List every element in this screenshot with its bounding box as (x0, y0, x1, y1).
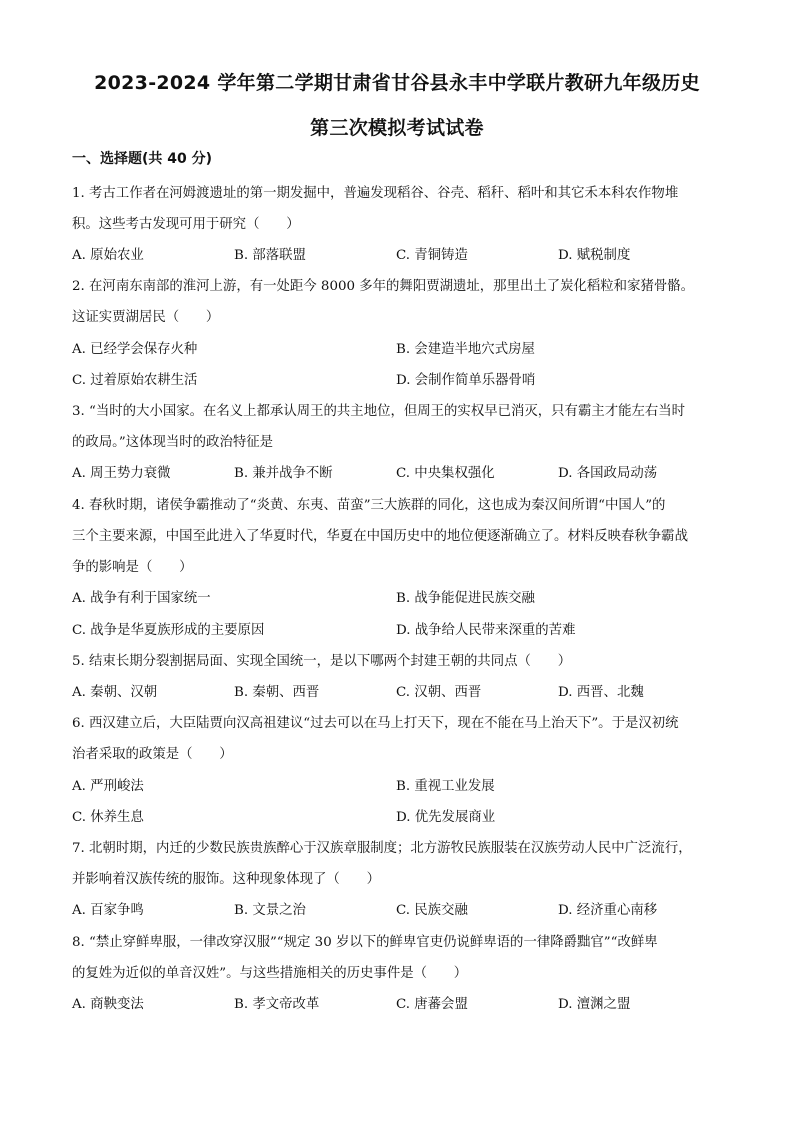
question-3-option-a: A. 周王势力衰微 (72, 466, 171, 481)
question-5-stem-line-1: 5. 结束长期分裂割据局面、实现全国统一，是以下哪两个封建王朝的共同点（ ） (72, 654, 572, 669)
question-2-option-b: B. 会建造半地穴式房屋 (396, 342, 535, 357)
question-6-stem-line-2: 治者采取的政策是（ ） (72, 747, 233, 762)
section-heading: 一、选择题(共 40 分) (72, 151, 213, 167)
question-8-option-a: A. 商鞅变法 (72, 997, 144, 1012)
question-8-option-b: B. 孝文帝改革 (234, 997, 320, 1012)
question-4-stem-line-2: 三个主要来源，中国至此进入了华夏时代，华夏在中国历史中的地位便逐渐确立了。材料反映春秋争霸战 (72, 529, 688, 544)
question-2-option-d: D. 会制作简单乐器骨哨 (396, 373, 536, 388)
question-6-option-c: C. 休养生息 (72, 810, 144, 825)
question-6-option-a: A. 严刑峻法 (72, 779, 144, 794)
question-7-option-a: A. 百家争鸣 (72, 903, 144, 918)
question-8-option-c: C. 唐蕃会盟 (396, 997, 468, 1012)
question-2-stem-line-1: 2. 在河南东南部的淮河上游，有一处距今 8000 多年的舞阳贾湖遗址，那里出土了炭化稻粒和家猪骨骼。 (72, 279, 695, 294)
question-5-option-c: C. 汉朝、西晋 (396, 685, 482, 700)
question-1-stem-line-1: 1. 考古工作者在河姆渡遗址的第一期发掘中，普遍发现稻谷、谷壳、稻秆、稻叶和其它禾本科农作物堆 (72, 186, 679, 201)
question-8-stem-line-2: 的复姓为近似的单音汉姓”。与这些措施相关的历史事件是（ ） (72, 966, 468, 981)
question-4-option-b: B. 战争能促进民族交融 (396, 591, 535, 606)
question-1-option-b: B. 部落联盟 (234, 248, 306, 263)
question-7-option-d: D. 经济重心南移 (558, 903, 658, 918)
question-8-option-d: D. 澶渊之盟 (558, 997, 631, 1012)
question-1-option-a: A. 原始农业 (72, 248, 144, 263)
question-2-stem-line-2: 这证实贾湖居民（ ） (72, 310, 220, 325)
question-7-stem-line-1: 7. 北朝时期，内迁的少数民族贵族醉心于汉族章服制度；北方游牧民族服装在汉族劳动人民中广泛流行， (72, 841, 692, 856)
question-4-option-d: D. 战争给人民带来深重的苦难 (396, 623, 576, 638)
question-3-stem-line-2: 的政局。”这体现当时的政治特征是 (72, 435, 274, 450)
question-3-stem-line-1: 3. “当时的大小国家。在名义上都承认周王的共主地位，但周王的实权早已消灭，只有霸主才能左右当时 (72, 404, 686, 419)
question-3-option-d: D. 各国政局动荡 (558, 466, 658, 481)
question-6-option-b: B. 重视工业发展 (396, 779, 495, 794)
question-3-option-c: C. 中央集权强化 (396, 466, 495, 481)
question-1-option-d: D. 赋税制度 (558, 248, 631, 263)
exam-title-line-2: 第三次模拟考试试卷 (310, 117, 484, 139)
question-4-stem-line-1: 4. 春秋时期，诸侯争霸推动了“炎黄、东夷、苗蛮”三大族群的同化，这也成为秦汉间所谓“中国人”的 (72, 498, 666, 513)
question-3-option-b: B. 兼并战争不断 (234, 466, 333, 481)
question-5-option-d: D. 西晋、北魏 (558, 685, 644, 700)
question-2-option-a: A. 已经学会保存火种 (72, 342, 198, 357)
question-4-option-a: A. 战争有利于国家统一 (72, 591, 211, 606)
question-2-option-c: C. 过着原始农耕生活 (72, 373, 198, 388)
question-7-option-c: C. 民族交融 (396, 903, 468, 918)
exam-title-line-1: 2023-2024 学年第二学期甘肃省甘谷县永丰中学联片教研九年级历史 (94, 72, 700, 94)
question-1-option-c: C. 青铜铸造 (396, 248, 468, 263)
question-4-stem-line-3: 争的影响是（ ） (72, 560, 193, 575)
question-7-stem-line-2: 并影响着汉族传统的服饰。这种现象体现了（ ） (72, 872, 380, 887)
question-8-stem-line-1: 8. “禁止穿鲜卑服，一律改穿汉服”“规定 30 岁以下的鲜卑官吏仍说鲜卑语的一律降爵黜官”“改鲜卑 (72, 935, 658, 950)
question-5-option-b: B. 秦朝、西晋 (234, 685, 320, 700)
question-5-option-a: A. 秦朝、汉朝 (72, 685, 158, 700)
question-6-stem-line-1: 6. 西汉建立后，大臣陆贾向汉高祖建议“过去可以在马上打天下，现在不能在马上治天下”。于是汉初统 (72, 716, 679, 731)
question-7-option-b: B. 文景之治 (234, 903, 306, 918)
question-4-option-c: C. 战争是华夏族形成的主要原因 (72, 623, 265, 638)
question-1-stem-line-2: 积。这些考古发现可用于研究（ ） (72, 217, 300, 232)
question-6-option-d: D. 优先发展商业 (396, 810, 496, 825)
